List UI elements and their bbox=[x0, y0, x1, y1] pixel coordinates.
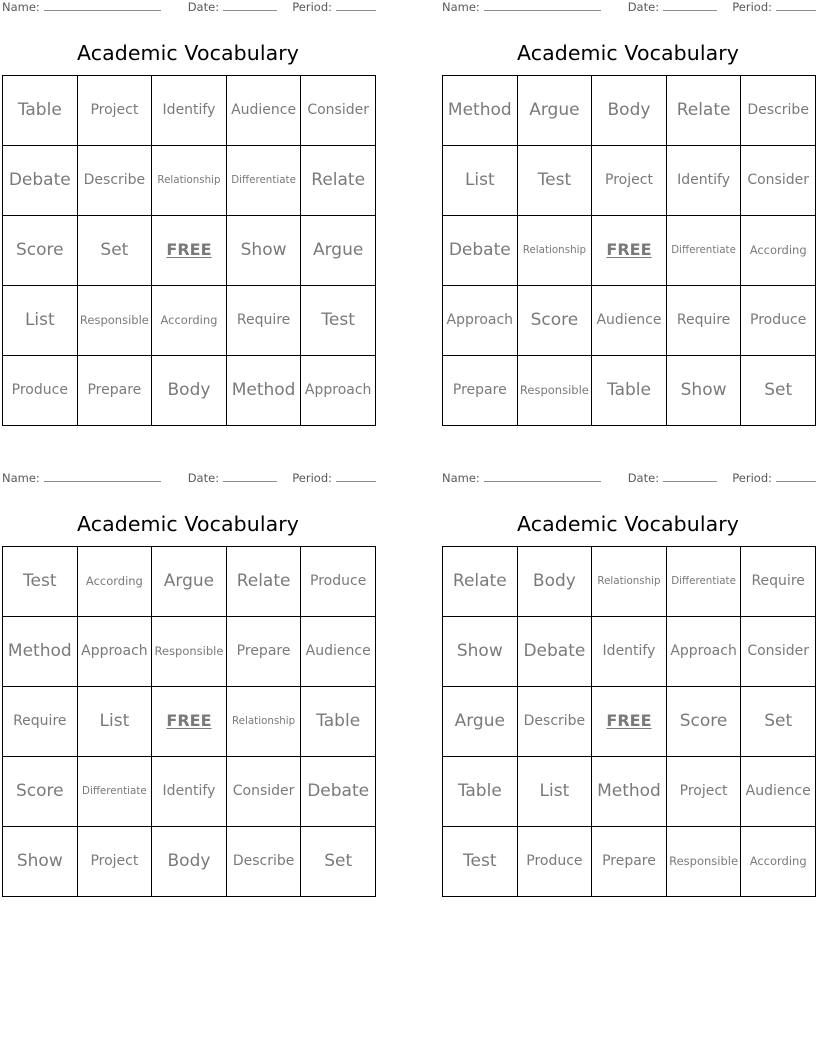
bingo-cell[interactable]: Consider bbox=[226, 757, 301, 827]
date-write-rule[interactable] bbox=[663, 0, 717, 11]
student-info-line bbox=[0, 0, 376, 18]
name-write-rule[interactable] bbox=[484, 471, 601, 482]
bingo-cell[interactable]: Set bbox=[77, 216, 152, 286]
bingo-cell[interactable]: Audience bbox=[301, 617, 376, 687]
period-label: Period: bbox=[292, 0, 332, 14]
bingo-free-cell[interactable]: FREE bbox=[152, 687, 227, 757]
bingo-cell[interactable]: Responsible bbox=[666, 827, 741, 897]
student-info-line bbox=[0, 471, 376, 489]
period-field[interactable] bbox=[732, 0, 816, 14]
bingo-card-bottom-left bbox=[0, 471, 376, 897]
bingo-cell[interactable]: Score bbox=[666, 687, 741, 757]
bingo-cell[interactable]: Show bbox=[443, 617, 518, 687]
period-label: Period: bbox=[732, 0, 772, 14]
name-field[interactable] bbox=[2, 0, 161, 14]
bingo-cell[interactable]: Require bbox=[666, 286, 741, 356]
bingo-row bbox=[3, 356, 376, 426]
bingo-row bbox=[443, 687, 816, 757]
bingo-cell[interactable]: Debate bbox=[301, 757, 376, 827]
bingo-row bbox=[3, 827, 376, 897]
bingo-cell[interactable]: Differentiate bbox=[77, 757, 152, 827]
student-info-line bbox=[440, 0, 816, 18]
bingo-cell[interactable]: Project bbox=[77, 76, 152, 146]
bingo-card-bottom-right bbox=[440, 471, 816, 897]
bingo-cell[interactable]: Relate bbox=[226, 547, 301, 617]
bingo-cell[interactable]: Method bbox=[3, 617, 78, 687]
bingo-cell[interactable]: Consider bbox=[741, 146, 816, 216]
bingo-free-cell[interactable]: FREE bbox=[592, 216, 667, 286]
bingo-cell[interactable]: Prepare bbox=[77, 356, 152, 426]
bingo-row bbox=[3, 146, 376, 216]
date-label: Date: bbox=[627, 0, 660, 14]
bingo-row bbox=[443, 547, 816, 617]
bingo-row bbox=[3, 617, 376, 687]
period-write-rule[interactable] bbox=[336, 0, 376, 11]
bingo-cell[interactable]: Debate bbox=[3, 146, 78, 216]
card-title: Academic Vocabulary bbox=[76, 41, 300, 65]
bingo-cell[interactable]: Score bbox=[3, 757, 78, 827]
date-write-rule[interactable] bbox=[663, 471, 717, 482]
bingo-cell[interactable]: Argue bbox=[301, 216, 376, 286]
bingo-cell[interactable]: Show bbox=[3, 827, 78, 897]
bingo-row bbox=[443, 146, 816, 216]
student-info-line bbox=[440, 471, 816, 489]
bingo-cell[interactable]: Produce bbox=[517, 827, 592, 897]
bingo-row bbox=[443, 356, 816, 426]
bingo-cell[interactable]: Test bbox=[301, 286, 376, 356]
bingo-row bbox=[3, 286, 376, 356]
bingo-cell[interactable]: List bbox=[77, 687, 152, 757]
card-title: Academic Vocabulary bbox=[516, 41, 740, 65]
bingo-cell[interactable]: Show bbox=[226, 216, 301, 286]
bingo-grid bbox=[442, 546, 816, 897]
name-write-rule[interactable] bbox=[484, 0, 601, 11]
bingo-cell[interactable]: Test bbox=[3, 547, 78, 617]
bingo-row bbox=[443, 827, 816, 897]
bingo-free-cell[interactable]: FREE bbox=[592, 687, 667, 757]
bingo-row bbox=[3, 216, 376, 286]
date-label: Date: bbox=[627, 471, 660, 485]
name-field[interactable] bbox=[442, 471, 601, 485]
date-field[interactable] bbox=[188, 0, 277, 14]
bingo-cell[interactable]: Relationship bbox=[517, 216, 592, 286]
bingo-grid bbox=[2, 546, 376, 897]
bingo-cell[interactable]: Score bbox=[3, 216, 78, 286]
bingo-grid bbox=[442, 75, 816, 426]
bingo-cell[interactable]: Approach bbox=[301, 356, 376, 426]
bingo-row bbox=[443, 617, 816, 687]
bingo-cell[interactable]: Debate bbox=[443, 216, 518, 286]
bingo-grid bbox=[2, 75, 376, 426]
card-title: Academic Vocabulary bbox=[516, 512, 740, 536]
bingo-cell[interactable]: Relate bbox=[443, 547, 518, 617]
period-label: Period: bbox=[732, 471, 772, 485]
bingo-cell[interactable]: According bbox=[741, 216, 816, 286]
date-field[interactable] bbox=[628, 0, 717, 14]
bingo-cell[interactable]: Argue bbox=[443, 687, 518, 757]
bingo-cell[interactable]: List bbox=[443, 146, 518, 216]
date-label: Date: bbox=[187, 471, 220, 485]
bingo-cell[interactable]: Test bbox=[443, 827, 518, 897]
bingo-row bbox=[3, 757, 376, 827]
bingo-cell[interactable]: Audience bbox=[592, 286, 667, 356]
bingo-cell[interactable]: Produce bbox=[301, 547, 376, 617]
bingo-row bbox=[443, 76, 816, 146]
bingo-cell[interactable]: Approach bbox=[666, 617, 741, 687]
bingo-free-cell[interactable]: FREE bbox=[152, 216, 227, 286]
bingo-cell[interactable]: Table bbox=[301, 687, 376, 757]
period-field[interactable] bbox=[292, 471, 376, 485]
bingo-cell[interactable]: Body bbox=[152, 356, 227, 426]
bingo-cell[interactable]: Produce bbox=[741, 286, 816, 356]
bingo-cell[interactable]: Audience bbox=[226, 76, 301, 146]
bingo-cell[interactable]: List bbox=[517, 757, 592, 827]
bingo-cell[interactable]: Responsible bbox=[152, 617, 227, 687]
name-field[interactable] bbox=[442, 0, 601, 14]
name-write-rule[interactable] bbox=[44, 471, 161, 482]
bingo-cell[interactable]: Show bbox=[666, 356, 741, 426]
card-title: Academic Vocabulary bbox=[76, 512, 300, 536]
bingo-cell[interactable]: According bbox=[152, 286, 227, 356]
bingo-cell[interactable]: List bbox=[3, 286, 78, 356]
bingo-cell[interactable]: Identify bbox=[592, 617, 667, 687]
bingo-cell[interactable]: Relationship bbox=[226, 687, 301, 757]
bingo-cell[interactable]: Identify bbox=[152, 757, 227, 827]
name-label: Name: bbox=[442, 0, 480, 14]
bingo-cell[interactable]: Require bbox=[226, 286, 301, 356]
name-field[interactable] bbox=[2, 471, 161, 485]
bingo-cell[interactable]: Require bbox=[741, 547, 816, 617]
bingo-cell[interactable]: Produce bbox=[3, 356, 78, 426]
bingo-cell[interactable]: Method bbox=[443, 76, 518, 146]
period-field[interactable] bbox=[732, 471, 816, 485]
bingo-cell[interactable]: Body bbox=[592, 76, 667, 146]
bingo-cell[interactable]: Describe bbox=[77, 146, 152, 216]
bingo-cell[interactable]: Identify bbox=[666, 146, 741, 216]
bingo-cell[interactable]: Argue bbox=[517, 76, 592, 146]
bingo-cell[interactable]: Body bbox=[517, 547, 592, 617]
bingo-cell[interactable]: Responsible bbox=[517, 356, 592, 426]
bingo-cell[interactable]: Test bbox=[517, 146, 592, 216]
bingo-cell[interactable]: Argue bbox=[152, 547, 227, 617]
bingo-cell[interactable]: Relationship bbox=[152, 146, 227, 216]
bingo-cell[interactable]: Score bbox=[517, 286, 592, 356]
bingo-cell[interactable]: Debate bbox=[517, 617, 592, 687]
bingo-cell[interactable]: Prepare bbox=[226, 617, 301, 687]
bingo-cell[interactable]: Table bbox=[592, 356, 667, 426]
date-field[interactable] bbox=[188, 471, 277, 485]
bingo-cell[interactable]: Approach bbox=[77, 617, 152, 687]
bingo-cell[interactable]: Table bbox=[443, 757, 518, 827]
bingo-cell[interactable]: Differentiate bbox=[666, 216, 741, 286]
bingo-cell[interactable]: Describe bbox=[517, 687, 592, 757]
bingo-cell[interactable]: Consider bbox=[301, 76, 376, 146]
bingo-cell[interactable]: Relate bbox=[666, 76, 741, 146]
bingo-cell[interactable]: Project bbox=[592, 146, 667, 216]
bingo-cell[interactable]: Set bbox=[741, 356, 816, 426]
bingo-cell[interactable]: Table bbox=[3, 76, 78, 146]
name-label: Name: bbox=[2, 471, 40, 485]
bingo-cell[interactable]: Describe bbox=[741, 76, 816, 146]
date-write-rule[interactable] bbox=[223, 0, 277, 11]
bingo-cell[interactable]: Describe bbox=[226, 827, 301, 897]
period-write-rule[interactable] bbox=[776, 0, 816, 11]
bingo-cell[interactable]: Method bbox=[226, 356, 301, 426]
name-label: Name: bbox=[442, 471, 480, 485]
bingo-cell[interactable]: Approach bbox=[443, 286, 518, 356]
bingo-row bbox=[443, 286, 816, 356]
bingo-cell[interactable]: Prepare bbox=[443, 356, 518, 426]
period-label: Period: bbox=[292, 471, 332, 485]
bingo-cell[interactable]: Method bbox=[592, 757, 667, 827]
bingo-row bbox=[3, 76, 376, 146]
bingo-cell[interactable]: Project bbox=[77, 827, 152, 897]
bingo-cell[interactable]: According bbox=[77, 547, 152, 617]
bingo-cell[interactable]: Differentiate bbox=[226, 146, 301, 216]
bingo-card-top-right bbox=[440, 0, 816, 426]
bingo-card-top-left bbox=[0, 0, 376, 426]
bingo-cell[interactable]: According bbox=[741, 827, 816, 897]
bingo-row bbox=[3, 547, 376, 617]
bingo-cell[interactable]: Project bbox=[666, 757, 741, 827]
date-label: Date: bbox=[187, 0, 220, 14]
period-write-rule[interactable] bbox=[336, 471, 376, 482]
bingo-cell[interactable]: Relationship bbox=[592, 547, 667, 617]
name-write-rule[interactable] bbox=[44, 0, 161, 11]
bingo-cell[interactable]: Audience bbox=[741, 757, 816, 827]
bingo-row bbox=[443, 216, 816, 286]
period-field[interactable] bbox=[292, 0, 376, 14]
date-write-rule[interactable] bbox=[223, 471, 277, 482]
period-write-rule[interactable] bbox=[776, 471, 816, 482]
bingo-cell[interactable]: Identify bbox=[152, 76, 227, 146]
bingo-row bbox=[3, 687, 376, 757]
bingo-cell[interactable]: Relate bbox=[301, 146, 376, 216]
bingo-cell[interactable]: Prepare bbox=[592, 827, 667, 897]
bingo-cell[interactable]: Differentiate bbox=[666, 547, 741, 617]
bingo-cell[interactable]: Set bbox=[741, 687, 816, 757]
bingo-cell[interactable]: Require bbox=[3, 687, 78, 757]
bingo-row bbox=[443, 757, 816, 827]
date-field[interactable] bbox=[628, 471, 717, 485]
name-label: Name: bbox=[2, 0, 40, 14]
bingo-cell[interactable]: Consider bbox=[741, 617, 816, 687]
bingo-cell[interactable]: Body bbox=[152, 827, 227, 897]
bingo-cell[interactable]: Set bbox=[301, 827, 376, 897]
bingo-cell[interactable]: Responsible bbox=[77, 286, 152, 356]
